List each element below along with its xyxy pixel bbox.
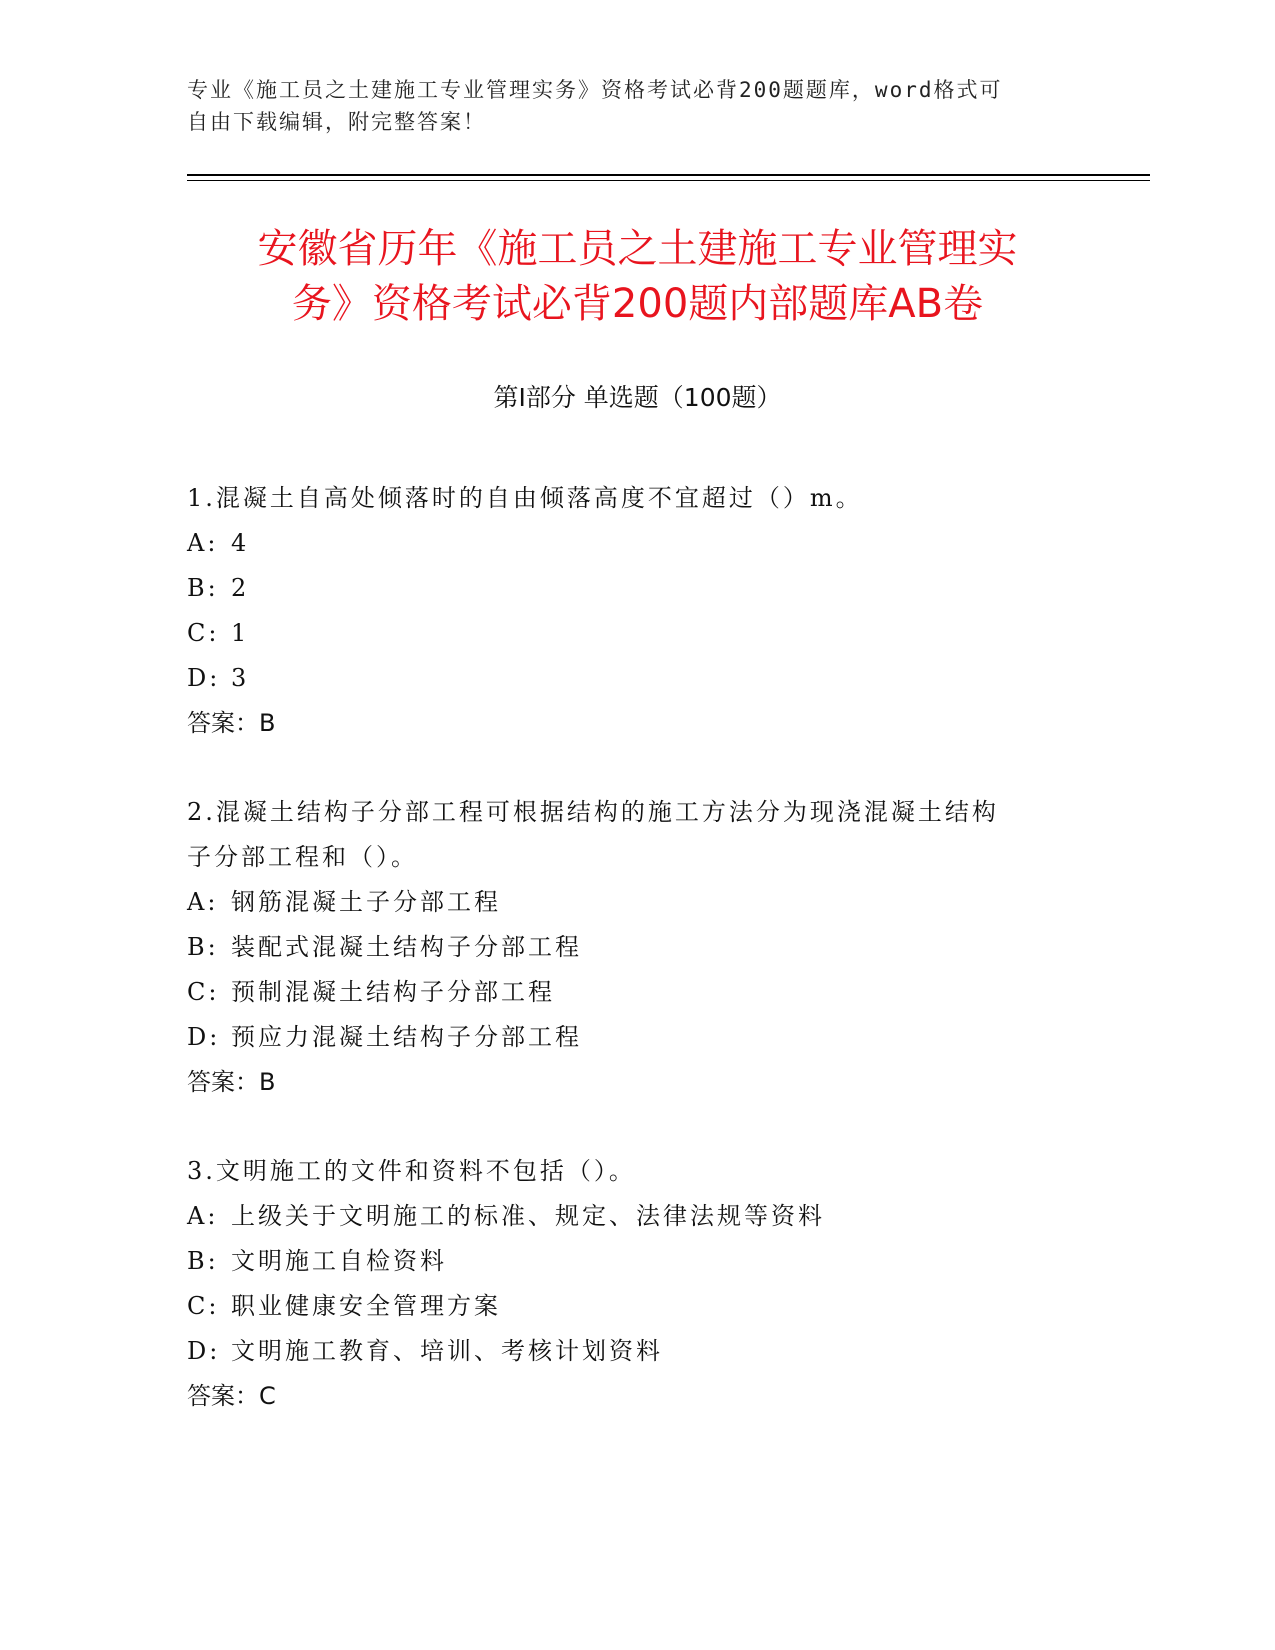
answer-value: B <box>259 1068 276 1096</box>
question-list <box>187 476 1067 1463</box>
option-d <box>187 1329 1067 1374</box>
answer-label: 答案： <box>187 1068 259 1096</box>
option-text: 1 <box>231 619 250 647</box>
option-key: C: <box>187 1292 220 1320</box>
option-text: 2 <box>231 574 250 602</box>
header-note <box>187 74 1087 138</box>
option-b <box>187 925 1067 970</box>
question-stem: 2.混凝土结构子分部工程可根据结构的施工方法分为现浇混凝土结构 <box>187 798 999 826</box>
option-key: A: <box>187 529 219 557</box>
option-c <box>187 970 1067 1015</box>
option-key: B: <box>187 933 219 961</box>
option-text: 4 <box>231 529 250 557</box>
option-text: 装配式混凝土结构子分部工程 <box>231 933 582 961</box>
option-key: D: <box>187 1337 221 1365</box>
option-d <box>187 1015 1067 1060</box>
option-key: C: <box>187 619 220 647</box>
option-c <box>187 611 1067 656</box>
answer-value: B <box>259 709 276 737</box>
option-a <box>187 521 1067 566</box>
header-divider-thin <box>187 180 1150 181</box>
document-title <box>150 222 1125 332</box>
question-stem: 3.文明施工的文件和资料不包括（）。 <box>187 1157 636 1185</box>
question-3 <box>187 1149 1067 1419</box>
option-b <box>187 566 1067 611</box>
option-text: 文明施工自检资料 <box>231 1247 447 1275</box>
section-heading: 第Ⅰ部分 单选题（100题） <box>493 383 782 412</box>
header-note-line-2: 自由下载编辑，附完整答案！ <box>187 110 486 134</box>
document-title-line-2: 务》资格考试必背200题内部题库AB卷 <box>291 281 984 327</box>
option-text: 职业健康安全管理方案 <box>231 1292 501 1320</box>
option-key: A: <box>187 1202 219 1230</box>
option-key: A: <box>187 888 219 916</box>
question-1 <box>187 476 1067 746</box>
option-text: 预应力混凝土结构子分部工程 <box>231 1023 582 1051</box>
question-stem: 1.混凝土自高处倾落时的自由倾落高度不宜超过（）m。 <box>187 484 863 512</box>
option-a <box>187 880 1067 925</box>
answer-line <box>187 1374 1067 1419</box>
option-key: D: <box>187 664 221 692</box>
option-text: 3 <box>231 664 250 692</box>
answer-line <box>187 701 1067 746</box>
document-title-line-1: 安徽省历年《施工员之土建施工专业管理实 <box>257 226 1018 272</box>
header-divider-thick <box>187 174 1150 176</box>
option-a <box>187 1194 1067 1239</box>
option-text: 上级关于文明施工的标准、规定、法律法规等资料 <box>231 1202 825 1230</box>
option-text: 预制混凝土结构子分部工程 <box>231 978 555 1006</box>
option-text: 文明施工教育、培训、考核计划资料 <box>231 1337 663 1365</box>
question-2 <box>187 790 1067 1105</box>
question-stem-continuation: 子分部工程和（）。 <box>187 843 418 871</box>
option-key: B: <box>187 574 219 602</box>
option-c <box>187 1284 1067 1329</box>
header-note-line-1: 专业《施工员之土建施工专业管理实务》资格考试必背200题题库，word格式可 <box>187 78 1003 102</box>
answer-label: 答案： <box>187 1382 259 1410</box>
answer-value: C <box>259 1382 276 1410</box>
option-key: B: <box>187 1247 219 1275</box>
option-key: C: <box>187 978 220 1006</box>
option-d <box>187 656 1067 701</box>
option-key: D: <box>187 1023 221 1051</box>
answer-line <box>187 1060 1067 1105</box>
option-text: 钢筋混凝土子分部工程 <box>231 888 501 916</box>
answer-label: 答案： <box>187 709 259 737</box>
option-b <box>187 1239 1067 1284</box>
